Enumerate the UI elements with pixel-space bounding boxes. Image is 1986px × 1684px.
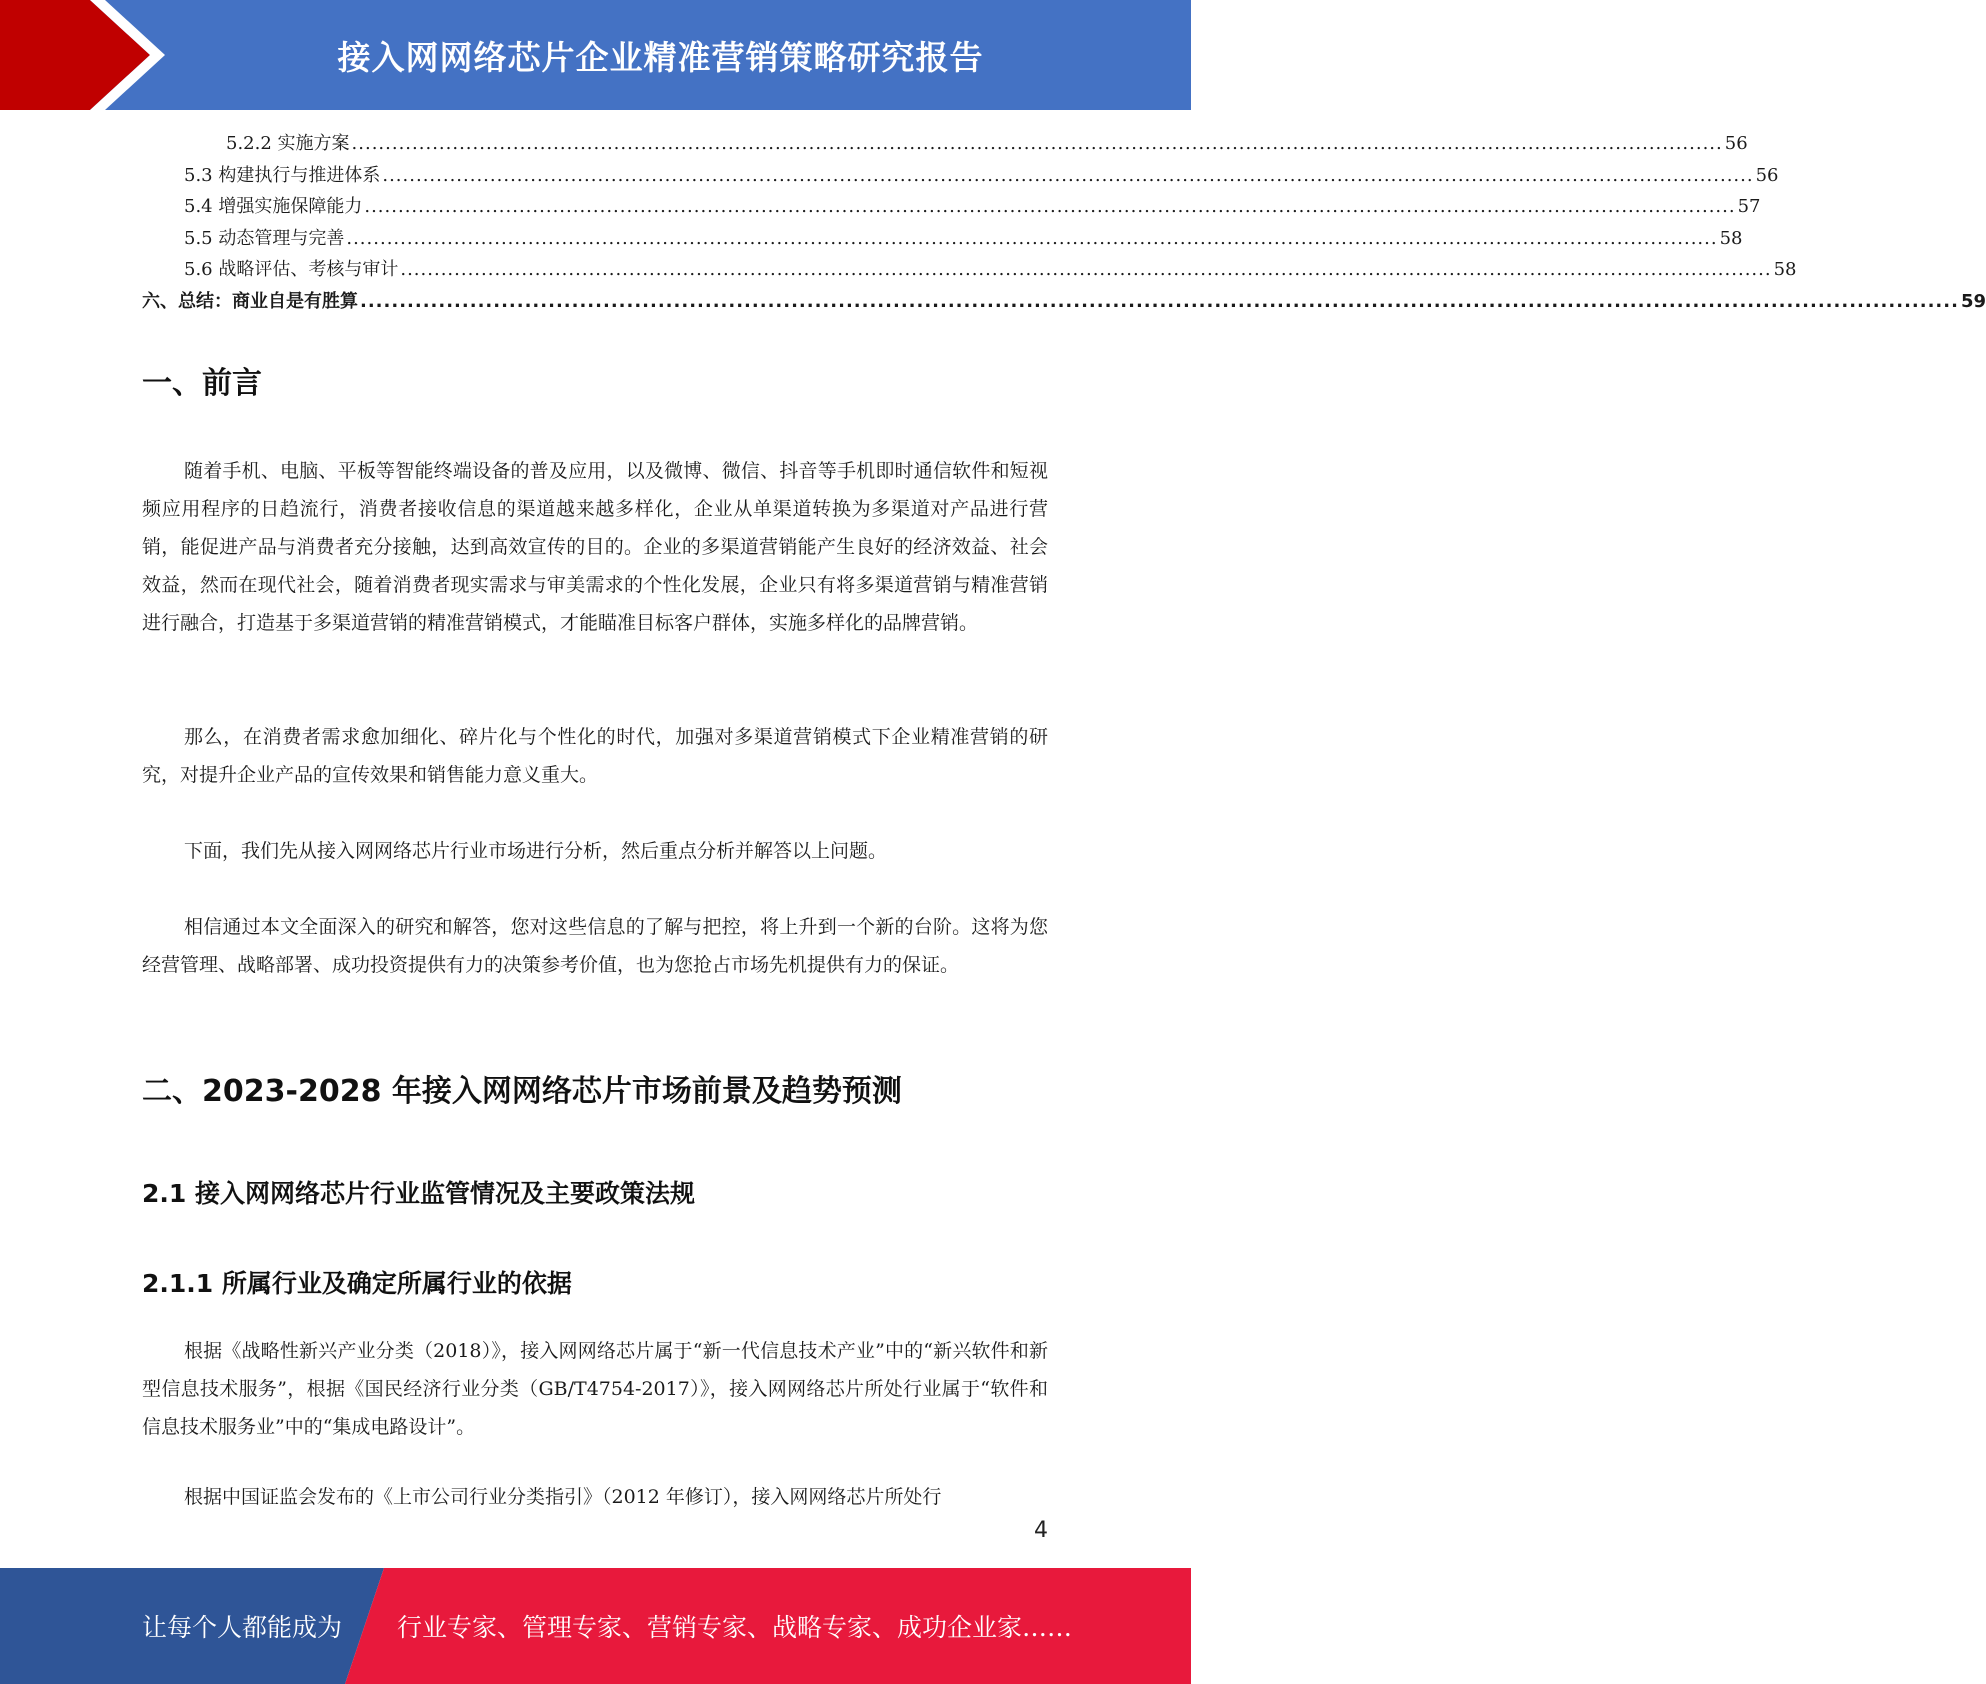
industry-paragraph-1: 根据《战略性新兴产业分类（2018）》，接入网网络芯片属于“新一代信息技术产业”中的“新兴软件和新型信息技术服务”，根据《国民经济行业分类（GB/T4754-2017）》，接入网网络芯片所处行业属于“软件和信息技术服务业”中的“集成电路设计”。 [142, 1340, 1048, 1438]
toc-leader-dots: ............................................................................................................................................................................................................ [400, 259, 1772, 280]
toc-entry-label: 5.5 动态管理与完善 [184, 227, 345, 249]
toc-leader-dots: ............................................................................................................................................................................................................ [346, 227, 1718, 249]
preface-heading: 一、前言 [142, 366, 262, 401]
preface-paragraph-2: 那么，在消费者需求愈加细化、碎片化与个性化的时代，加强对多渠道营销模式下企业精准营销的研究，对提升企业产品的宣传效果和销售能力意义重大。 [142, 726, 1048, 786]
toc-entry-page: 56 [1755, 164, 1779, 186]
regulation-heading: 2.1 接入网网络芯片行业监管情况及主要政策法规 [142, 1179, 695, 1208]
page-header [0, 0, 1191, 110]
toc-entry-page: 58 [1773, 259, 1797, 280]
toc-entry-page: 59 [1960, 290, 1986, 312]
page-footer [0, 1568, 1191, 1684]
preface-paragraph-4: 相信通过本文全面深入的研究和解答，您对这些信息的了解与把控，将上升到一个新的台阶。这将为您经营管理、战略部署、成功投资提供有力的决策参考价值，也为您抢占市场先机提供有力的保证。 [142, 916, 1048, 976]
toc-entry[interactable] [142, 160, 1779, 192]
preface-paragraph-3: 下面，我们先从接入网网络芯片行业市场进行分析，然后重点分析并解答以上问题。 [184, 840, 888, 862]
toc-leader-dots: ............................................................................................................................................................................................................ [351, 133, 1723, 154]
toc-entry-page: 56 [1724, 133, 1748, 154]
table-of-contents [142, 128, 1986, 317]
toc-entry-label: 5.6 战略评估、考核与审计 [184, 259, 399, 280]
toc-entry[interactable] [142, 128, 1748, 160]
footer-slogan-right: 行业专家、管理专家、营销专家、战略专家、成功企业家…… [397, 1613, 1073, 1642]
toc-entry[interactable] [142, 254, 1797, 286]
preface-paragraph-1: 随着手机、电脑、平板等智能终端设备的普及应用，以及微博、微信、抖音等手机即时通信软件和短视频应用程序的日趋流行，消费者接收信息的渠道越来越多样化，企业从单渠道转换为多渠道对产品进行营销，能促进产品与消费者充分接触，达到高效宣传的目的。企业的多渠道营销能产生良好的经济效益、社会效益，然而在现代社会，随着消费者现实需求与审美需求的个性化发展，企业只有将多渠道营销与精准营销进行融合，打造基于多渠道营销的精准营销模式，才能瞄准目标客户群体，实施多样化的品牌营销。 [142, 460, 1048, 634]
toc-entry[interactable] [142, 286, 1986, 318]
toc-leader-dots: ............................................................................................................................................................................................................ [364, 196, 1736, 217]
footer-slogan-left: 让每个人都能成为 [142, 1613, 343, 1642]
toc-entry-label: 5.2.2 实施方案 [226, 133, 350, 154]
toc-entry-label: 5.3 构建执行与推进体系 [184, 164, 381, 186]
toc-entry[interactable] [142, 223, 1743, 255]
toc-entry[interactable] [142, 191, 1761, 223]
toc-entry-page: 58 [1719, 227, 1743, 249]
toc-entry-label: 六、总结：商业自是有胜算 [142, 290, 358, 312]
report-title: 接入网网络芯片企业精准营销策略研究报告 [337, 37, 984, 77]
toc-entry-page: 57 [1737, 196, 1761, 217]
toc-leader-dots: ............................................................................................................................................................................................................ [382, 164, 1754, 186]
industry-heading: 2.1.1 所属行业及确定所属行业的依据 [142, 1269, 572, 1298]
page-number: 4 [1034, 1518, 1048, 1543]
market-heading: 二、2023-2028 年接入网网络芯片市场前景及趋势预测 [142, 1074, 902, 1109]
toc-leader-dots: ............................................................................................................................................................................................................ [360, 290, 1959, 312]
industry-paragraph-2: 根据中国证监会发布的《上市公司行业分类指引》（2012 年修订），接入网网络芯片所处行 [184, 1486, 942, 1508]
toc-entry-label: 5.4 增强实施保障能力 [184, 196, 363, 217]
